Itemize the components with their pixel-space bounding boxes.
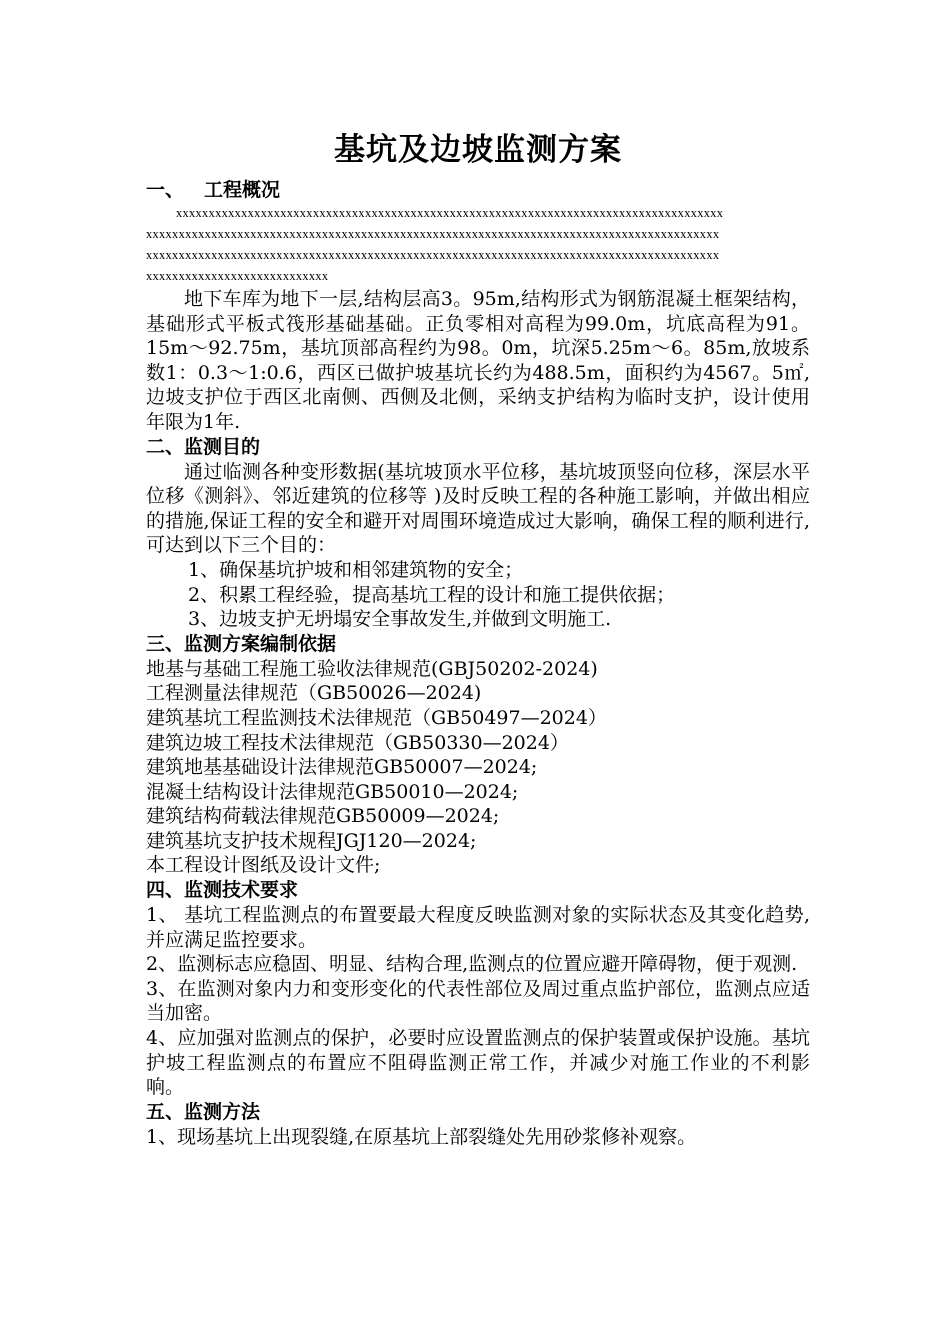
placeholder-text-line: xxxxxxxxxxxxxxxxxxxxxxxxxxxxxxxxxxxxxxxxxxxxxxxxxxxxxxxxxxxxxxxxxxxxxxxxxxxxxxxxxxxxxxxx <box>146 227 720 241</box>
standard-item: 本工程设计图纸及设计文件; <box>146 854 381 877</box>
standard-item: 建筑基坑支护技术规程JGJ120—2024; <box>146 829 477 852</box>
monitoring-purpose-paragraph: 通过临测各种变形数据(基坑坡顶水平位移，基坑坡顶竖向位移，深层水平位移《测斜》、邻近建筑的位移等 )及时反映工程的各种施工影响，并做出相应的措施,保证工程的安全和避开对周围环境造成过大影响，确保工程的顺利进行,可达到以下三个目的： <box>146 460 810 557</box>
section-3-heading: 三、监测方案编制依据 <box>146 632 337 655</box>
purpose-item: 1、确保基坑护坡和相邻建筑物的安全； <box>188 558 524 581</box>
standard-item: 工程测量法律规范（GB50026—2024) <box>146 682 482 705</box>
section-1-heading <box>146 178 810 203</box>
section-5-heading: 五、监测方法 <box>146 1100 261 1123</box>
placeholder-text-line: xxxxxxxxxxxxxxxxxxxxxxxxxxxxxxxxxxxxxxxxxxxxxxxxxxxxxxxxxxxxxxxxxxxxxxxxxxxxxxxxxxxx <box>176 206 724 220</box>
section-1-number: 一、 <box>146 179 185 201</box>
standard-item: 建筑边坡工程技术法律规范（GB50330—2024） <box>146 731 569 754</box>
requirement-item: 1、 基坑工程监测点的布置要最大程度反映监测对象的实际状态及其变化趋势,并应满足监控要求。 <box>146 904 810 951</box>
placeholder-text-line: xxxxxxxxxxxxxxxxxxxxxxxxxxxxxxxxxxxxxxxxxxxxxxxxxxxxxxxxxxxxxxxxxxxxxxxxxxxxxxxxxxxxxxxx <box>146 248 720 262</box>
requirement-item: 3、在监测对象内力和变形变化的代表性部位及周过重点监护部位，监测点应适当加密。 <box>146 977 810 1025</box>
placeholder-text-line: xxxxxxxxxxxxxxxxxxxxxxxxxxxx <box>146 269 329 283</box>
purpose-item: 2、积累工程经验，提高基坑工程的设计和施工提供依据； <box>188 583 676 606</box>
section-2-heading: 二、监测目的 <box>146 435 261 458</box>
purpose-item: 3、边坡支护无坍塌安全事故发生,并做到文明施工. <box>188 608 612 631</box>
requirement-item: 4、应加强对监测点的保护，必要时应设置监测点的保护装置或保护设施。基坑护坡工程监测点的布置应不阻碍监测正常工作，并减少对施工作业的不利影响。 <box>146 1027 810 1099</box>
project-overview-paragraph: 地下车库为地下一层,结构层高3。95m,结构形式为钢筋混凝土框架结构，基础形式平板式筏形基础基础。正负零相对高程为99.0m，坑底高程为91。15m～92.75m，基坑顶部高程约为98。0m，坑深5.25m～6。85m,放坡系数1：0.3～1:0.6，西区已做护坡基坑长约为488.5m，面积约为4567。5㎡,边坡支护位于西区北南侧、西侧及北侧，采纳支护结构为临时支护，设计使用年限为1年. <box>146 288 810 433</box>
method-item: 1、现场基坑上出现裂缝,在原基坑上部裂缝处先用砂浆修补观察。 <box>146 1125 697 1148</box>
requirement-item: 2、监测标志应稳固、明显、结构合理,监测点的位置应避开障碍物，便于观测. <box>146 953 798 976</box>
standard-item: 建筑结构荷载法律规范GB50009—2024; <box>146 805 500 828</box>
section-4-heading: 四、监测技术要求 <box>146 879 299 902</box>
section-1-title: 工程概况 <box>204 179 281 201</box>
standard-item: 建筑基坑工程监测技术法律规范（GB50497—2024） <box>146 706 607 729</box>
standard-item: 地基与基础工程施工验收法律规范(GBJ50202-2024) <box>146 657 598 680</box>
standard-item: 建筑地基基础设计法律规范GB50007—2024; <box>146 756 538 779</box>
document-title: 基坑及边坡监测方案 <box>334 132 622 168</box>
standard-item: 混凝土结构设计法律规范GB50010—2024; <box>146 780 519 803</box>
